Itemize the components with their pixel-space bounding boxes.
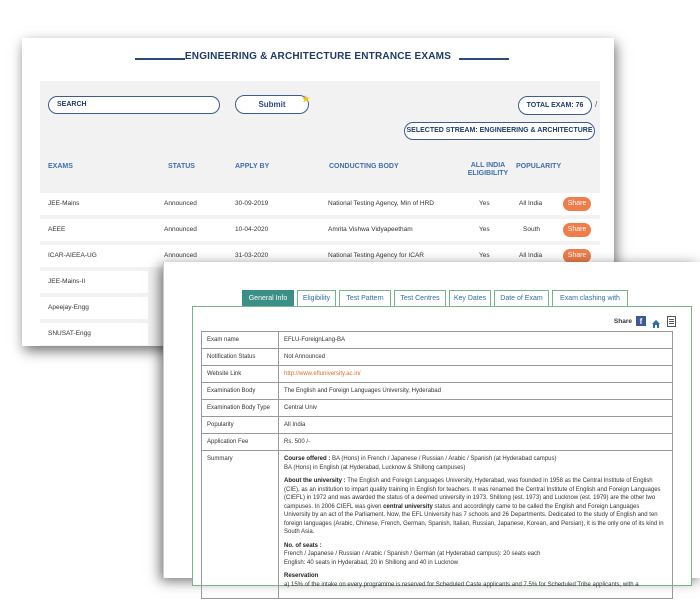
seats-line-1: French / Japanese / Russian / Arabic / Spanish / German (at Hyderabad campus): 20 seats each	[284, 551, 541, 557]
field-label: Exam name	[202, 332, 279, 349]
popularity: All India	[519, 200, 543, 207]
exam-status: Announced	[164, 226, 197, 233]
exam-name[interactable]: AEEE	[48, 226, 66, 233]
list-title-row	[22, 50, 614, 66]
column-header-apply-by: APPLY BY	[235, 163, 270, 170]
eligibility: Yes	[479, 226, 490, 233]
star-icon: ★	[301, 94, 310, 104]
share-button[interactable]: Share	[563, 249, 591, 263]
table-row	[202, 383, 673, 400]
share-button[interactable]: Share	[563, 223, 591, 237]
table-row	[202, 434, 673, 451]
seats-label: No. of seats :	[284, 542, 322, 549]
document-icon[interactable]	[667, 316, 676, 327]
table-row[interactable]	[40, 219, 600, 241]
field-label: Examination Body Type	[202, 400, 279, 417]
about-bold: central university	[383, 503, 433, 510]
column-header-status: STATUS	[168, 163, 195, 170]
field-label: Examination Body	[202, 383, 279, 400]
table-row	[202, 349, 673, 366]
title-divider-right	[459, 58, 509, 60]
tab-test-pattern[interactable]: Test Pattern	[339, 290, 391, 306]
field-value: Not Announced	[279, 349, 673, 366]
reservation-text: a) 15% of the intake on every programme is reserved for Scheduled Caste applicants and 7.5% for Scheduled Tribe applicants, with a	[284, 581, 639, 588]
course-line-1: BA (Hons) in French / Japanese / Russian / Arabic / Spanish (at Hyderabad campus)	[330, 456, 557, 462]
about-university	[284, 477, 667, 537]
general-info-panel	[192, 306, 692, 586]
exam-status: Announced	[164, 252, 197, 259]
field-label: Website Link	[202, 366, 279, 383]
page-title: ENGINEERING & ARCHITECTURE ENTRANCE EXAMS	[184, 51, 452, 62]
column-header-exams: EXAMS	[48, 163, 73, 170]
tab-test-centres[interactable]: Test Centres	[394, 290, 446, 306]
about-text-2: status and accordingly came to be called the English and Foreign Languages University by an act of the Parliament. Now, the EFL University has 7 schools and 26 Departments. Dedicated to the study of English and ten foreign languages (Arabic, Chinese, French, German, Spanish, Italian, Russian, Japanese, Korean, and Persian), it is the only one of its kind in South Asia.	[284, 503, 664, 535]
facebook-icon[interactable]: f	[636, 316, 646, 326]
apply-by-date: 10-04-2020	[235, 226, 269, 233]
share-label: Share	[613, 318, 632, 325]
table-row	[202, 332, 673, 349]
field-label: Popularity	[202, 417, 279, 434]
field-value	[279, 366, 673, 383]
exam-status: Announced	[164, 200, 197, 207]
table-row[interactable]	[40, 271, 148, 293]
seats-line-2: English: 40 seats in Hyderabad, 20 in Shillong and 40 in Lucknow	[284, 559, 459, 566]
eligibility: Yes	[479, 252, 490, 259]
exam-name[interactable]: JEE-Mains-II	[48, 278, 86, 285]
column-header-all-india-eligibility: ALL INDIA ELIGIBILITY	[467, 162, 509, 177]
field-label: Notification Status	[202, 349, 279, 366]
number-of-seats	[284, 542, 667, 568]
tab-exam-clashing-with[interactable]: Exam clashing with	[552, 290, 628, 306]
share-button[interactable]: Share	[563, 197, 591, 211]
exam-name[interactable]: Apeejay-Engg	[48, 304, 89, 311]
field-value: Rs. 500 /-	[279, 434, 673, 451]
conducting-body: National Testing Agency, Min of HRD	[328, 200, 434, 207]
tab-key-dates[interactable]: Key Dates	[449, 290, 491, 306]
tab-eligibility[interactable]: Eligibility	[297, 290, 336, 306]
submit-button[interactable]	[235, 95, 309, 114]
about-label: About the university :	[284, 478, 346, 484]
field-label: Summary	[202, 451, 279, 599]
course-line-2: BA (Hons) in English (at Hyderabad, Lucknow & Shillong campuses)	[284, 464, 466, 471]
tab-general-info[interactable]: General Info	[242, 290, 294, 306]
total-exam-badge[interactable]: TOTAL EXAM: 76	[518, 96, 592, 115]
exam-name[interactable]: ICAR-AIEEA-UG	[48, 252, 97, 259]
table-row[interactable]	[40, 323, 148, 345]
apply-by-date: 30-09-2019	[235, 200, 269, 207]
exam-info-table	[201, 331, 673, 599]
tab-date-of-exam[interactable]: Date of Exam	[494, 290, 549, 306]
field-value: Central Univ	[279, 400, 673, 417]
field-value: All India	[279, 417, 673, 434]
table-row	[202, 366, 673, 383]
table-row	[202, 451, 673, 599]
separator-slash: /	[595, 100, 598, 109]
field-label: Application Fee	[202, 434, 279, 451]
popularity: All India	[519, 252, 543, 259]
reservation-label: Reservation	[284, 573, 319, 579]
search-input[interactable]: SEARCH	[48, 96, 220, 114]
home-icon[interactable]	[651, 316, 661, 326]
conducting-body: National Testing Agency for ICAR	[328, 252, 424, 259]
exam-name[interactable]: JEE-Mains	[48, 200, 80, 207]
table-row	[202, 400, 673, 417]
reservation	[284, 572, 667, 589]
submit-label: Submit	[258, 100, 286, 109]
field-value: The English and Foreign Languages University, Hyderabad	[279, 383, 673, 400]
about-text-1: The English and Foreign Languages University, Hyderabad, was founded in 1958 as the Central Institute of English (CIE), as an institution to impart quality training in English for teachers. It was renamed the Central Institute of English and Foreign Languages (CIEFL) in 1972 and was awarded the status of a deemed university in 1973. Shillong (est. 1973) and Lucknow (est. 1979) are the other two campuses. In 2006 CIEFL was given	[284, 478, 661, 510]
table-row[interactable]	[40, 297, 148, 319]
column-header-conducting-body: CONDUCTING BODY	[329, 163, 399, 170]
exam-name[interactable]: SNUSAT-Engg	[48, 330, 91, 337]
summary-value	[279, 451, 673, 599]
table-row	[202, 417, 673, 434]
apply-by-date: 31-03-2020	[235, 252, 269, 259]
exam-detail-card	[163, 262, 700, 588]
conducting-body: Amrita Vishwa Vidyapeetham	[328, 226, 413, 233]
selected-stream-button[interactable]: SELECTED STREAM: ENGINEERING & ARCHITECTURE	[404, 122, 595, 140]
column-header-popularity: POPULARITY	[516, 163, 562, 170]
table-row[interactable]	[40, 193, 600, 215]
popularity: South	[523, 226, 540, 233]
website-link[interactable]: http://www.efluniversity.ac.in/	[284, 371, 361, 377]
course-label: Course offered :	[284, 456, 331, 462]
field-value: EFLU-ForeignLang-BA	[279, 332, 673, 349]
eligibility: Yes	[479, 200, 490, 207]
course-offered	[284, 455, 667, 472]
